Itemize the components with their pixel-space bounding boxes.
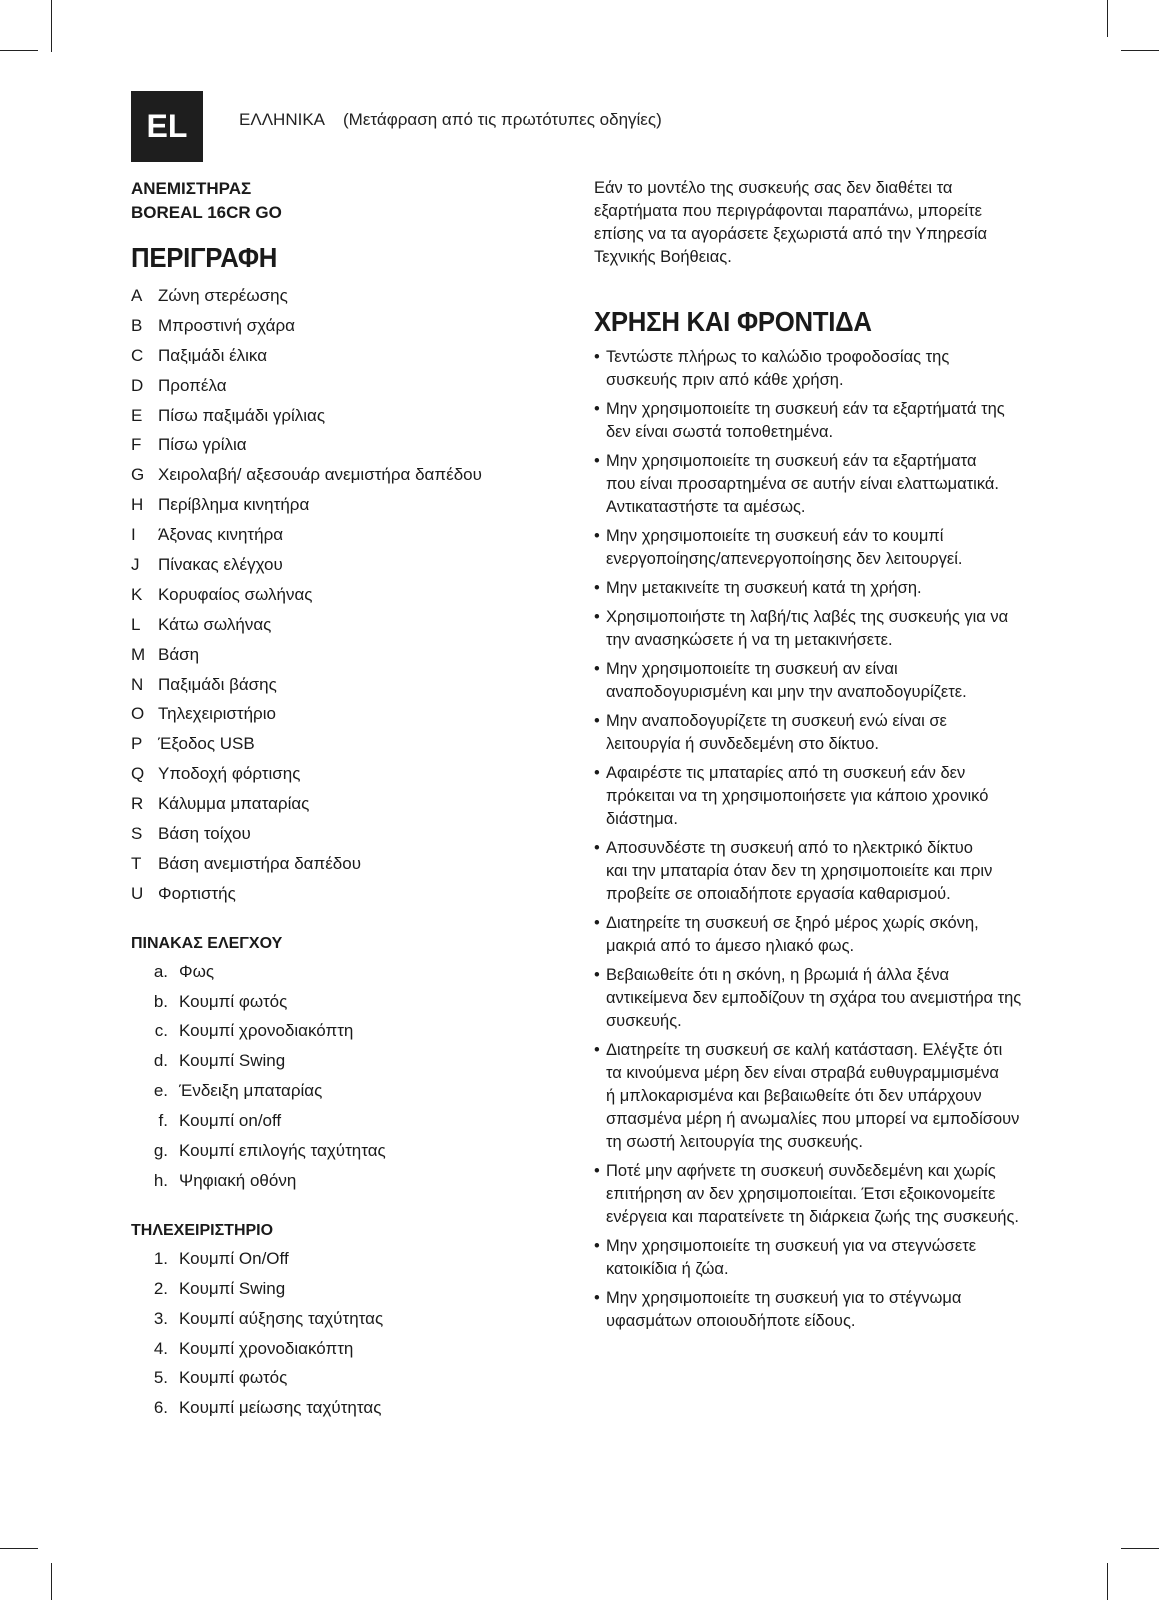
part-item-key: O bbox=[131, 704, 145, 724]
bullet-icon: • bbox=[594, 400, 600, 418]
usage-line: αντικείμενα δεν εμποδίζουν τη σχάρα του ανεμιστήρα της bbox=[606, 989, 1022, 1007]
usage-line: Μην χρησιμοποιείτε τη συσκευή εάν το κουμπί bbox=[606, 527, 944, 545]
bullet-icon: • bbox=[594, 452, 600, 470]
part-item-label: Κορυφαίος σωλήνας bbox=[158, 584, 313, 604]
remote-list bbox=[131, 1248, 561, 1427]
part-item-key: E bbox=[131, 405, 143, 425]
part-item bbox=[131, 823, 561, 853]
crop-mark bbox=[1121, 1548, 1159, 1549]
part-item-key: M bbox=[131, 644, 146, 664]
part-item bbox=[131, 315, 561, 345]
part-item-label: Παξιμάδι έλικα bbox=[158, 345, 268, 365]
control-item-label: Ένδειξη μπαταρίας bbox=[179, 1081, 323, 1101]
part-item bbox=[131, 614, 561, 644]
control-item bbox=[131, 1020, 561, 1050]
usage-line: Χρησιμοποιήστε τη λαβή/τις λαβές της συσκευής για να bbox=[606, 608, 1009, 626]
usage-item bbox=[594, 450, 1034, 519]
usage-item bbox=[594, 1287, 1034, 1333]
usage-line: Μην αναποδογυρίζετε τη συσκευή ενώ είναι σε bbox=[606, 712, 947, 730]
usage-item bbox=[594, 1235, 1034, 1281]
language-badge: EL bbox=[131, 91, 203, 162]
usage-item bbox=[594, 346, 1034, 392]
control-item bbox=[131, 961, 561, 991]
usage-line: δεν είναι σωστά τοποθετημένα. bbox=[606, 423, 834, 441]
usage-line: Βεβαιωθείτε ότι η σκόνη, η βρωμιά ή άλλα ξένα bbox=[606, 966, 950, 984]
usage-line: Μην χρησιμοποιείτε τη συσκευή για το στέγνωμα bbox=[606, 1289, 962, 1307]
control-item-label: Ψηφιακή οθόνη bbox=[179, 1170, 297, 1190]
part-item bbox=[131, 494, 561, 524]
bullet-icon: • bbox=[594, 839, 600, 857]
part-item bbox=[131, 853, 561, 883]
bullet-icon: • bbox=[594, 1289, 600, 1307]
control-item bbox=[131, 1140, 561, 1170]
control-item-label: Φως bbox=[179, 961, 215, 981]
bullet-icon: • bbox=[594, 660, 600, 678]
part-item-key: R bbox=[131, 794, 144, 814]
remote-item-key: 3. bbox=[153, 1308, 168, 1328]
control-item-key: c. bbox=[154, 1021, 168, 1041]
part-item bbox=[131, 524, 561, 554]
usage-line: προβείτε σε οποιαδήποτε εργασία καθαρισμού. bbox=[606, 885, 951, 903]
usage-item bbox=[594, 912, 1034, 958]
usage-line: Μην χρησιμοποιείτε τη συσκευή εάν τα εξαρτήματά της bbox=[606, 400, 1005, 418]
usage-item bbox=[594, 398, 1034, 444]
usage-line: λειτουργία ή συνδεδεμένη στο δίκτυο. bbox=[606, 735, 879, 753]
bullet-icon: • bbox=[594, 1162, 600, 1180]
usage-line: ή μπλοκαρισμένα και βεβαιωθείτε ότι δεν υπάρχουν bbox=[606, 1087, 982, 1105]
usage-line: Αποσυνδέστε τη συσκευή από το ηλεκτρικό δίκτυο bbox=[606, 839, 973, 857]
remote-item-label: Κουμπί αύξησης ταχύτητας bbox=[179, 1308, 384, 1328]
bullet-icon: • bbox=[594, 966, 600, 984]
usage-line: Μην μετακινείτε τη συσκευή κατά τη χρήση. bbox=[606, 579, 922, 597]
remote-item bbox=[131, 1338, 561, 1368]
product-type: ΑΝΕΜΙΣΤΗΡΑΣ bbox=[131, 179, 252, 198]
part-item-label: Ζώνη στερέωσης bbox=[158, 286, 288, 305]
translation-note: (Μετάφραση από τις πρωτότυπες οδηγίες) bbox=[343, 110, 662, 129]
right-column bbox=[594, 177, 1034, 1339]
parts-list bbox=[131, 285, 561, 913]
bullet-icon: • bbox=[594, 1041, 600, 1059]
usage-item bbox=[594, 525, 1034, 571]
part-item-label: Υποδοχή φόρτισης bbox=[158, 764, 301, 784]
control-item bbox=[131, 1170, 561, 1200]
part-item bbox=[131, 763, 561, 793]
usage-item bbox=[594, 762, 1034, 831]
control-item-key: d. bbox=[153, 1051, 168, 1071]
part-item-key: P bbox=[131, 734, 143, 754]
usage-line: ενεργοποίησης/απενεργοποίησης δεν λειτουργεί. bbox=[606, 550, 963, 568]
part-item-key: G bbox=[131, 465, 145, 485]
usage-line: τα κινούμενα μέρη δεν είναι στραβά ευθυγραμμισμένα bbox=[606, 1064, 999, 1082]
control-panel-heading: ΠΙΝΑΚΑΣ ΕΛΕΓΧΟΥ bbox=[131, 934, 283, 952]
part-item bbox=[131, 285, 561, 315]
part-item bbox=[131, 733, 561, 763]
language-label: ΕΛΛΗΝΙΚΑ bbox=[239, 110, 326, 129]
usage-line: Διατηρείτε τη συσκευή σε ξηρό μέρος χωρίς σκόνη, bbox=[606, 914, 979, 932]
part-item-label: Βάση ανεμιστήρα δαπέδου bbox=[158, 853, 362, 873]
crop-mark bbox=[1107, 1563, 1108, 1600]
bullet-icon: • bbox=[594, 712, 600, 730]
usage-line: ενέργεια και παρατείνετε τη διάρκεια ζωής της συσκευής. bbox=[606, 1208, 1019, 1226]
control-item-label: Κουμπί χρονοδιακόπτη bbox=[179, 1021, 354, 1041]
part-item-label: Χειρολαβή/ αξεσουάρ ανεμιστήρα δαπέδου bbox=[158, 465, 482, 485]
usage-line: συσκευής. bbox=[606, 1012, 682, 1030]
accessories-note bbox=[594, 177, 1034, 269]
usage-line: διάστημα. bbox=[606, 810, 678, 828]
control-item-label: Κουμπί on/off bbox=[179, 1111, 282, 1131]
bullet-icon: • bbox=[594, 608, 600, 626]
part-item bbox=[131, 793, 561, 823]
usage-list bbox=[594, 346, 1034, 1333]
usage-line: την ανασηκώσετε ή να τη μετακινήσετε. bbox=[606, 631, 893, 649]
usage-line: υφασμάτων οποιουδήποτε είδους. bbox=[606, 1312, 856, 1330]
remote-item bbox=[131, 1278, 561, 1308]
part-item-label: Περίβλημα κινητήρα bbox=[158, 495, 310, 515]
usage-line: τη σωστή λειτουργία της συσκευής. bbox=[606, 1133, 863, 1151]
part-item-label: Μπροστινή σχάρα bbox=[158, 315, 295, 335]
usage-line: κατοικίδια ή ζώα. bbox=[606, 1260, 729, 1278]
part-item bbox=[131, 375, 561, 405]
usage-item bbox=[594, 658, 1034, 704]
part-item-label: Κάτω σωλήνας bbox=[158, 614, 272, 634]
remote-item-key: 1. bbox=[153, 1248, 168, 1268]
usage-line: αναποδογυρισμένη και μην την αναποδογυρίζετε. bbox=[606, 683, 967, 701]
part-item-key: K bbox=[131, 584, 143, 604]
remote-item-label: Κουμπί Swing bbox=[179, 1278, 286, 1298]
product-model: BOREAL 16CR GO bbox=[131, 203, 282, 222]
control-item-label: Κουμπί φωτός bbox=[179, 991, 288, 1011]
control-item-label: Κουμπί επιλογής ταχύτητας bbox=[179, 1141, 386, 1161]
crop-mark bbox=[0, 1548, 38, 1549]
control-item bbox=[131, 1110, 561, 1140]
remote-item-label: Κουμπί μείωσης ταχύτητας bbox=[179, 1398, 382, 1418]
usage-heading: ΧΡΗΣΗ ΚΑΙ ΦΡΟΝΤΙΔΑ bbox=[594, 306, 872, 337]
part-item-key: T bbox=[131, 853, 142, 873]
part-item-label: Πίσω γρίλια bbox=[158, 435, 247, 455]
part-item-key: J bbox=[131, 555, 140, 575]
part-item-label: Φορτιστής bbox=[158, 883, 236, 903]
part-item-key: I bbox=[131, 525, 136, 545]
part-item-key: L bbox=[131, 614, 141, 634]
part-item-label: Πίσω παξιμάδι γρίλιας bbox=[158, 405, 326, 425]
remote-item-key: 4. bbox=[153, 1338, 168, 1358]
control-item-key: a. bbox=[153, 961, 168, 981]
part-item-label: Πίνακας ελέγχου bbox=[158, 555, 283, 575]
control-item bbox=[131, 1050, 561, 1080]
usage-line: Μην χρησιμοποιείτε τη συσκευή εάν τα εξαρτήματα bbox=[606, 452, 977, 470]
part-item bbox=[131, 703, 561, 733]
control-item-key: g. bbox=[153, 1141, 168, 1161]
part-item-label: Παξιμάδι βάσης bbox=[158, 674, 277, 694]
remote-item-label: Κουμπί χρονοδιακόπτη bbox=[179, 1338, 354, 1358]
remote-item bbox=[131, 1397, 561, 1427]
usage-line: σπασμένα μέρη ή ανωμαλίες που μπορεί να εμποδίσουν bbox=[606, 1110, 1020, 1128]
bullet-icon: • bbox=[594, 579, 600, 597]
part-item-key: C bbox=[131, 345, 144, 365]
part-item bbox=[131, 644, 561, 674]
bullet-icon: • bbox=[594, 914, 600, 932]
usage-item bbox=[594, 1160, 1034, 1229]
control-item bbox=[131, 1080, 561, 1110]
usage-line: Μην χρησιμοποιείτε τη συσκευή αν είναι bbox=[606, 660, 898, 678]
usage-line: Αφαιρέστε τις μπαταρίες από τη συσκευή εάν δεν bbox=[606, 764, 966, 782]
paragraph-line: εξαρτήματα που περιγράφονται παραπάνω, μπορείτε bbox=[594, 202, 982, 220]
control-item-key: b. bbox=[153, 991, 168, 1011]
part-item-label: Προπέλα bbox=[158, 375, 227, 395]
usage-item bbox=[594, 1039, 1034, 1154]
paragraph-line: Εάν το μοντέλο της συσκευής σας δεν διαθέτει τα bbox=[594, 179, 953, 197]
control-item-key: f. bbox=[158, 1111, 168, 1131]
usage-line: και την μπαταρία όταν δεν τη χρησιμοποιείτε και πριν bbox=[606, 862, 993, 880]
part-item-key: B bbox=[131, 315, 143, 335]
usage-line: Μην χρησιμοποιείτε τη συσκευή για να στεγνώσετε bbox=[606, 1237, 977, 1255]
crop-mark bbox=[1121, 50, 1159, 51]
usage-line: πρόκειται να τη χρησιμοποιήσετε για κάποιο χρονικό bbox=[606, 787, 989, 805]
part-item bbox=[131, 883, 561, 913]
part-item-key: U bbox=[131, 883, 144, 903]
part-item-key: Q bbox=[131, 764, 145, 784]
paragraph-line: επίσης να τα αγοράσετε ξεχωριστά από την Υπηρεσία bbox=[594, 225, 988, 243]
part-item bbox=[131, 554, 561, 584]
page-header bbox=[239, 110, 662, 130]
crop-mark bbox=[51, 0, 52, 52]
usage-line: μακριά από το άμεσο ηλιακό φως. bbox=[606, 937, 855, 955]
part-item bbox=[131, 405, 561, 435]
part-item-key: D bbox=[131, 375, 144, 395]
remote-item bbox=[131, 1248, 561, 1278]
crop-mark bbox=[0, 50, 38, 51]
remote-item-label: Κουμπί φωτός bbox=[179, 1368, 288, 1388]
usage-item bbox=[594, 710, 1034, 756]
usage-line: Αντικαταστήστε τα αμέσως. bbox=[606, 498, 806, 516]
control-item-key: e. bbox=[153, 1081, 168, 1101]
usage-item bbox=[594, 964, 1034, 1033]
usage-line: Τεντώστε πλήρως το καλώδιο τροφοδοσίας της bbox=[606, 348, 950, 366]
bullet-icon: • bbox=[594, 764, 600, 782]
control-item-key: h. bbox=[153, 1170, 168, 1190]
left-column bbox=[131, 177, 561, 1427]
part-item-key: F bbox=[131, 435, 142, 455]
control-item bbox=[131, 991, 561, 1021]
paragraph-line: Τεχνικής Βοήθειας. bbox=[594, 248, 732, 266]
remote-item bbox=[131, 1367, 561, 1397]
part-item bbox=[131, 674, 561, 704]
part-item-label: Κάλυμμα μπαταρίας bbox=[158, 794, 310, 814]
part-item bbox=[131, 464, 561, 494]
part-item-key: A bbox=[131, 286, 143, 305]
usage-line: Ποτέ μην αφήνετε τη συσκευή συνδεδεμένη και χωρίς bbox=[606, 1162, 996, 1180]
crop-mark bbox=[1107, 0, 1108, 37]
part-item-key: S bbox=[131, 824, 143, 844]
usage-line: επιτήρηση αν δεν χρησιμοποιείται. Έτσι εξοικονομείτε bbox=[606, 1185, 996, 1203]
usage-item bbox=[594, 606, 1034, 652]
remote-item-key: 5. bbox=[153, 1368, 168, 1388]
crop-mark bbox=[51, 1563, 52, 1600]
bullet-icon: • bbox=[594, 527, 600, 545]
remote-item-key: 6. bbox=[153, 1398, 168, 1418]
part-item-key: H bbox=[131, 495, 144, 515]
bullet-icon: • bbox=[594, 348, 600, 366]
remote-heading: ΤΗΛΕΧΕΙΡΙΣΤΗΡΙΟ bbox=[131, 1221, 274, 1239]
usage-item bbox=[594, 837, 1034, 906]
part-item-label: Άξονας κινητήρα bbox=[158, 525, 284, 545]
part-item bbox=[131, 584, 561, 614]
description-heading: ΠΕΡΙΓΡΑΦΗ bbox=[131, 242, 278, 273]
part-item-key: N bbox=[131, 674, 144, 694]
part-item bbox=[131, 434, 561, 464]
usage-line: Διατηρείτε τη συσκευή σε καλή κατάσταση. Ελέγξτε ότι bbox=[606, 1041, 1003, 1059]
bullet-icon: • bbox=[594, 1237, 600, 1255]
part-item-label: Έξοδος USB bbox=[158, 734, 255, 754]
part-item-label: Τηλεχειριστήριο bbox=[158, 704, 276, 724]
usage-line: που είναι προσαρτημένα σε αυτήν είναι ελαττωματικά. bbox=[606, 475, 1000, 493]
part-item bbox=[131, 345, 561, 375]
remote-item-label: Κουμπί On/Off bbox=[179, 1248, 289, 1268]
control-panel-list bbox=[131, 961, 561, 1200]
usage-item bbox=[594, 577, 1034, 600]
control-item-label: Κουμπί Swing bbox=[179, 1051, 286, 1071]
part-item-label: Βάση bbox=[158, 644, 200, 664]
usage-line: συσκευής πριν από κάθε χρήση. bbox=[606, 371, 844, 389]
remote-item bbox=[131, 1308, 561, 1338]
part-item-label: Βάση τοίχου bbox=[158, 824, 251, 844]
remote-item-key: 2. bbox=[153, 1278, 168, 1298]
